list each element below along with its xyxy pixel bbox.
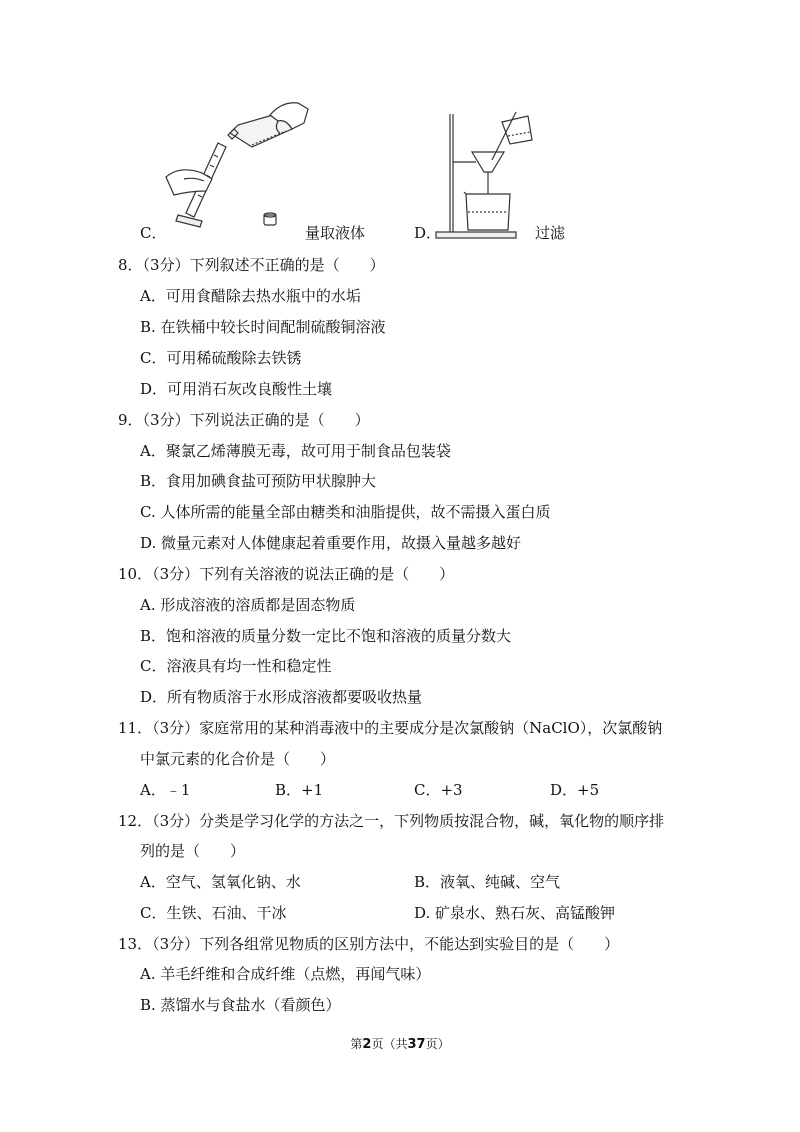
question-13-option-b: B. 蒸馏水与食盐水（看颜色） (140, 996, 341, 1014)
question-10-option-a: A. 形成溶液的溶质都是固态物质 (140, 596, 356, 614)
footer-total-pages: 37 (407, 1037, 426, 1052)
question-12-option-b: B．液氧、纯碱、空气 (414, 873, 561, 891)
question-13-option-a: A. 羊毛纤维和合成纤维（点燃，再闻气味） (140, 965, 431, 983)
question-9-option-b: B．食用加碘食盐可预防甲状腺肿大 (140, 472, 377, 490)
question-12-stem-line1: 12．（3分）分类是学习化学的方法之一，下列物质按混合物，碱，氧化物的顺序排 (118, 812, 665, 830)
question-12-option-d: D. 矿泉水、熟石灰、高锰酸钾 (414, 904, 616, 922)
measuring-liquid-illustration (160, 95, 310, 235)
question-10-stem: 10．（3分）下列有关溶液的说法正确的是（ ） (118, 565, 455, 583)
question-8-option-b: B. 在铁桶中较长时间配制硫酸铜溶液 (140, 318, 386, 336)
question-13-stem: 13．（3分）下列各组常见物质的区别方法中，不能达到实验目的是（ ） (118, 935, 620, 953)
question-12-stem-line2: 列的是（ ） (140, 842, 246, 860)
question-11-option-d: D．+5 (550, 781, 600, 799)
question-8-option-c: C．可用稀硫酸除去铁锈 (140, 349, 302, 367)
question-8-option-a: A．可用食醋除去热水瓶中的水垢 (140, 287, 361, 305)
question-9-option-d: D. 微量元素对人体健康起着重要作用，故摄入量越多越好 (140, 534, 522, 552)
page-footer (0, 1035, 800, 1052)
question-9-option-a: A．聚氯乙烯薄膜无毒，故可用于制食品包装袋 (140, 442, 451, 460)
question-11-stem-line2: 中氯元素的化合价是（ ） (140, 750, 336, 768)
question-10-option-c: C．溶液具有均一性和稳定性 (140, 657, 332, 675)
question-11-option-b: B．+1 (275, 781, 324, 799)
question-12-option-a: A．空气、氢氧化钠、水 (140, 873, 301, 891)
question-11-stem-line1: 11．（3分）家庭常用的某种消毒液中的主要成分是次氯酸钠（NaClO），次氯酸钠 (118, 719, 663, 737)
option-d-caption: 过滤 (535, 224, 566, 242)
footer-page-number: 2 (362, 1037, 372, 1052)
question-8-stem: 8．（3分）下列叙述不正确的是（ ） (118, 256, 385, 274)
question-10-option-d: D．所有物质溶于水形成溶液都要吸收热量 (140, 688, 423, 706)
question-9-option-c: C. 人体所需的能量全部由糖类和油脂提供，故不需摄入蛋白质 (140, 503, 551, 521)
footer-prefix: 第 (350, 1037, 363, 1051)
question-9-stem: 9．（3分）下列说法正确的是（ ） (118, 411, 370, 429)
question-12-option-c: C．生铁、石油、干冰 (140, 904, 287, 922)
question-8-option-d: D．可用消石灰改良酸性土壤 (140, 380, 333, 398)
footer-suffix: 页） (425, 1037, 450, 1051)
filtration-illustration (432, 108, 542, 240)
question-11-option-c: C．+3 (414, 781, 463, 799)
question-11-option-a: A．﹣1 (140, 781, 191, 799)
question-10-option-b: B．饱和溶液的质量分数一定比不饱和溶液的质量分数大 (140, 627, 512, 645)
footer-mid: 页（共 (371, 1037, 408, 1051)
option-d-letter: D． (414, 224, 442, 242)
option-c-caption: 量取液体 (305, 224, 366, 242)
option-c-letter: C． (140, 224, 167, 242)
